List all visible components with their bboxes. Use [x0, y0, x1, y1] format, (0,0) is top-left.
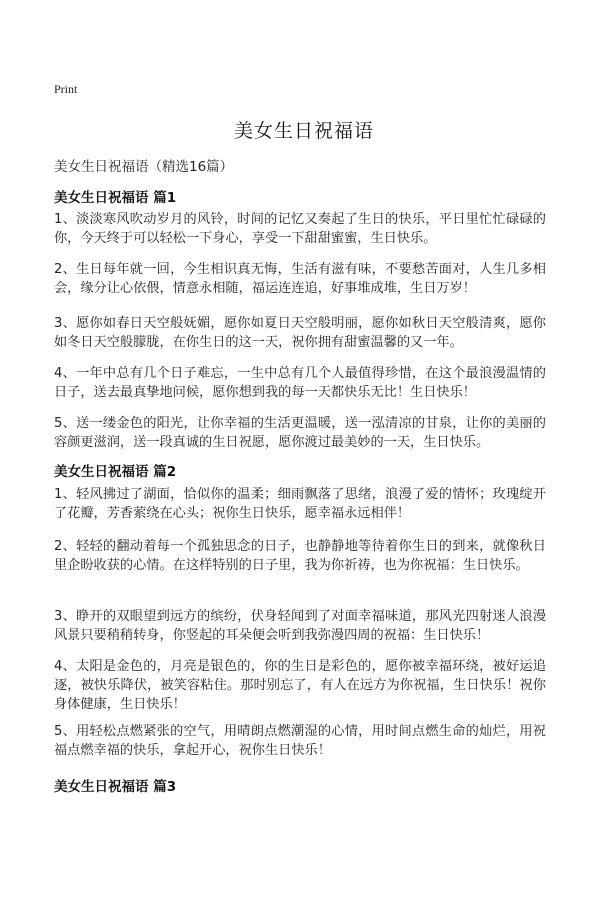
paragraph: 4、太阳是金色的，月亮是银色的，你的生日是彩色的，愿你被幸福环绕，被好运追逐，被快乐降伏，被笑容粘住。那时别忘了，有人在远方为你祝福，生日快乐！祝你身体健康，生日快乐！ [54, 659, 546, 712]
paragraph: 2、生日每年就一回，今生相识真无悔，生活有滋有味，不要愁苦面对，人生几多相会，缘分让心依偎，情意永相随，福运连连追，好事堆成堆，生日万岁！ [54, 262, 546, 296]
document-subtitle: 美女生日祝福语（精选16篇） [54, 159, 234, 175]
page-title: 美女生日祝福语 [233, 120, 374, 142]
paragraph: 3、愿你如春日天空般妩媚，愿你如夏日天空般明丽，愿你如秋日天空般清爽，愿你如冬日天空般朦胧，在你生日的这一天，祝你拥有甜蜜温馨的又一年。 [54, 316, 546, 350]
paragraph: 4、一年中总有几个日子难忘，一生中总有几个人最值得珍惜，在这个最浪漫温情的日子，送去最真挚地问候，愿你想到我的每一天都快乐无比！生日快乐！ [54, 366, 546, 400]
paragraph: 5、用轻松点燃紧张的空气，用晴朗点燃潮湿的心情，用时间点燃生命的灿烂，用祝福点燃幸福的快乐，拿起开心，祝你生日快乐！ [54, 724, 546, 758]
paragraph: 2、轻轻的翻动着每一个孤独思念的日子，也静静地等待着你生日的到来，就像秋日里企盼收获的心情。在这样特别的日子里，我为你祈祷，也为你祝福：生日快乐。 [54, 539, 546, 573]
section-heading-2: 美女生日祝福语 篇2 [54, 464, 177, 480]
paragraph: 5、送一缕金色的阳光，让你幸福的生活更温暖，送一泓清凉的甘泉，让你的美丽的容颜更滋润，送一段真诚的生日祝愿，愿你渡过最美妙的一天，生日快乐。 [54, 416, 546, 450]
section-heading-1: 美女生日祝福语 篇1 [54, 190, 177, 206]
paragraph: 1、轻风拂过了湖面，恰似你的温柔；细雨飘落了思绪，浪漫了爱的情怀；玫瑰绽开了花瓣，芳香萦绕在心头；祝你生日快乐，愿幸福永远相伴！ [54, 487, 546, 521]
paragraph: 3、睁开的双眼望到远方的缤纷，伏身轻闻到了对面幸福味道，那风光四射迷人浪漫风景只要稍稍转身，你竖起的耳朵便会听到我弥漫四周的祝福：生日快乐！ [54, 609, 546, 643]
print-label: Print [54, 82, 78, 96]
section-heading-3: 美女生日祝福语 篇3 [54, 779, 177, 795]
paragraph: 1、淡淡寒风吹动岁月的风铃，时间的记忆又奏起了生日的快乐，平日里忙忙碌碌的你，今天终于可以轻松一下身心，享受一下甜甜蜜蜜，生日快乐。 [54, 212, 546, 246]
